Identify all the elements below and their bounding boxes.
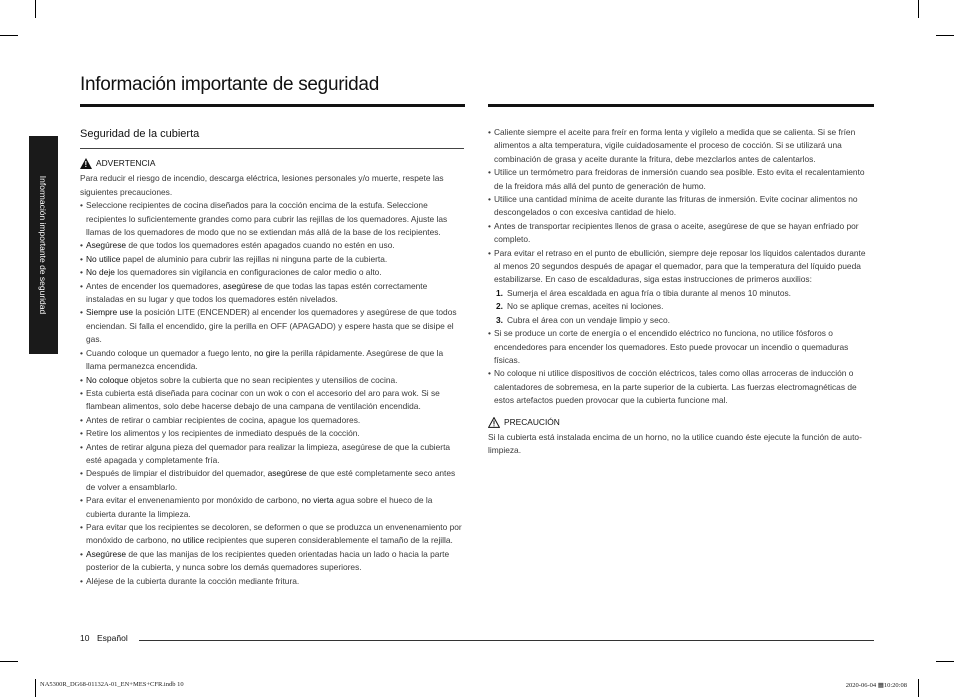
list-item — [80, 374, 464, 387]
warning-intro: Para reducir el riesgo de incendio, descarga eléctrica, lesiones personales y/o muerte, respete las siguientes precauciones. — [80, 173, 444, 197]
emphasis-text: no vierta — [301, 495, 334, 506]
item-text: agua sobre el hueco de la cubierta durante la limpieza. — [86, 495, 433, 519]
list-item — [80, 427, 464, 440]
item-text: Aléjese de la cubierta durante la cocción mediante fritura. — [86, 575, 300, 586]
side-tab-label: Información importante de seguridad — [38, 175, 48, 315]
page-language: Español — [97, 633, 128, 643]
crop-mark — [936, 35, 954, 36]
list-item — [80, 441, 464, 468]
list-item: • Antes de transportar recipientes llenos de grasa o aceite, asegúrese de que se hayan enfriado por completo. — [488, 220, 874, 247]
emphasis-text: No coloque — [86, 374, 129, 385]
title-rule-left — [80, 104, 465, 107]
item-text: papel de aluminio para cubrir las rejillas ni ninguna parte de la cubierta. — [120, 253, 388, 264]
crop-mark — [918, 679, 919, 697]
first-aid-step — [496, 287, 874, 300]
title-rule-right — [488, 104, 874, 107]
step-number: 3. — [496, 314, 503, 325]
list-item — [80, 199, 464, 239]
list-item — [80, 575, 464, 588]
footer-rule — [139, 640, 874, 641]
item-text: de que esté completamente seco antes de volver a ensamblarlo. — [86, 468, 456, 492]
warning-icon: ! — [80, 158, 92, 169]
warning-alert — [80, 157, 464, 170]
emphasis-text: No deje — [86, 267, 115, 278]
list-item — [80, 414, 464, 427]
item-text: Seleccione recipientes de cocina diseñados para la cocción encima de la estufa. Seleccione recipientes lo suficientemente grandes como para cubrir las rejillas de los quemadores. Ajuste las llamas de los quemadores de modo que no se extiendan más allá de la base de los recipientes. — [86, 200, 448, 238]
item-text: Después de limpiar el distribuidor del quemador, — [86, 468, 268, 479]
item-text: Para evitar que los recipientes se decoloren, se deformen o que se produzca un envenenamiento por monóxido de carbono, — [86, 521, 462, 546]
item-text: Esta cubierta está diseñada para cocinar con un wok o con el accesorio del aro para wok. Si se flambean alimentos, solo debe hacerse debajo de una campana de ventilación encendida. — [86, 387, 440, 412]
caution-alert — [488, 416, 874, 429]
page-number: 10 — [80, 633, 90, 643]
list-item — [80, 347, 464, 374]
emphasis-text: asegúrese — [222, 280, 263, 291]
emphasis-text: Siempre use — [86, 307, 134, 318]
emphasis-text: No utilice — [86, 253, 121, 264]
item-text: Para evitar el envenenamiento por monóxido de carbono, — [86, 495, 302, 506]
list-item: • No coloque ni utilice dispositivos de cocción eléctricos, tales como ollas arroceras de inducción o calentadores de sobremesa, en la parte superior de la cubierta. Las fuerzas electromagnéticas de estos artefactos pueden provocar que la cubierta funcione mal. — [488, 367, 874, 407]
list-item: • Si se produce un corte de energía o el encendido eléctrico no funciona, no utilice fósforos o encendedores para encender los quemadores. Esto puede provocar un incendio o quemaduras físicas. — [488, 327, 874, 367]
list-item — [80, 548, 464, 575]
first-aid-steps — [496, 287, 874, 327]
crop-mark — [918, 0, 919, 18]
item-text: la perilla rápidamente. Asegúrese de que la llama permanezca encendida. — [86, 347, 444, 372]
safety-list — [488, 327, 874, 407]
crop-mark — [35, 0, 36, 18]
item-text: recipientes que superen considerablemente el tamaño de la rejilla. — [204, 535, 453, 546]
first-aid-step — [496, 314, 874, 327]
item-text: Retire los alimentos y los recipientes de inmediato después de la cocción. — [86, 428, 360, 439]
warning-label: ADVERTENCIA — [96, 158, 156, 168]
item-text: de que todos los quemadores estén apagados cuando no estén en uso. — [126, 240, 395, 251]
list-item — [80, 306, 464, 346]
list-item — [80, 266, 464, 279]
list-item — [80, 239, 464, 252]
emphasis-text: Asegúrese — [86, 240, 127, 251]
crop-mark — [0, 661, 18, 662]
crop-mark — [936, 661, 954, 662]
item-text: objetos sobre la cubierta que no sean recipientes y utensilios de cocina. — [128, 374, 398, 385]
item-text: Antes de encender los quemadores, — [86, 280, 223, 291]
item-text: los quemadores sin vigilancia en configuraciones de calor medio o alto. — [114, 267, 382, 278]
step-text: Sumerja el área escaldada en agua fría o tibia durante al menos 10 minutos. — [507, 287, 791, 298]
print-slug-date: 2020-06-04 ▦10:20:08 — [845, 682, 907, 689]
list-item — [80, 253, 464, 266]
emphasis-text: Asegúrese — [86, 548, 127, 559]
step-text: Cubra el área con un vendaje limpio y seco. — [507, 314, 670, 325]
caution-label: PRECAUCIÓN — [504, 416, 560, 427]
step-number: 2. — [496, 301, 503, 312]
crop-mark — [35, 679, 36, 697]
safety-list — [488, 126, 874, 287]
first-aid-step — [496, 300, 874, 313]
item-text: Antes de retirar o cambiar recipientes de cocina, apague los quemadores. — [86, 414, 361, 425]
print-slug-file: NA5300R_DG68-01132A-01_EN+MES+CFR.indb 10 — [40, 681, 184, 688]
emphasis-text: asegúrese — [267, 468, 307, 479]
caution-icon — [488, 417, 500, 428]
emphasis-text: no gire — [254, 347, 280, 358]
safety-list — [80, 199, 464, 588]
list-item: • Caliente siempre el aceite para freír en forma lenta y vigílelo a medida que se calienta. Si se fríen alimentos a alta temperatura, vigile cuidadosamente el proceso de cocción. Si se utilizará una combinación de grasa y aceite durante la fritura, debe mezclarlos antes de calentarlos. — [488, 126, 874, 166]
item-text: de que todas las tapas estén correctamente instaladas en su lugar y que todos los quemadores estén nivelados. — [86, 280, 428, 305]
list-item — [80, 467, 464, 494]
left-column — [80, 126, 464, 588]
list-item — [80, 387, 464, 414]
list-item: • Utilice una cantidad mínima de aceite durante las frituras de inmersión. Evite cocinar alimentos no descongelados o con excesiva cantidad de hielo. — [488, 193, 874, 220]
list-item: • Para evitar el retraso en el punto de ebullición, siempre deje reposar los líquidos calentados durante al menos 20 segundos después de apagar el quemador, para que la temperatura del líquido pueda estabilizarse. En caso de escaldaduras, siga estas instrucciones de primeros auxilios: — [488, 247, 874, 287]
item-text: Antes de retirar alguna pieza del quemador para realizar la limpieza, asegúrese de que la cubierta esté apagada y completamente fría. — [86, 441, 451, 465]
crop-mark — [0, 35, 18, 36]
item-text: la posición LITE (ENCENDER) al encender los quemadores y asegúrese de que todos enciendan. Si falla el encendido, gire la perilla en OFF (APAGADO) y espere hasta que se disipe el gas. — [86, 307, 457, 345]
item-text: Cuando coloque un quemador a fuego lento, — [86, 347, 255, 358]
list-item — [80, 280, 464, 307]
item-text: de que las manijas de los recipientes queden orientadas hacia un lado o hacia la parte posterior de la cubierta, y nunca sobre los demás quemadores superiores. — [86, 548, 450, 573]
step-number: 1. — [496, 287, 503, 298]
caution-text: Si la cubierta está instalada encima de un horno, no la utilice cuando éste ejecute la función de auto-limpieza. — [488, 431, 862, 456]
right-column — [488, 126, 874, 458]
page-title: Información importante de seguridad — [80, 74, 379, 95]
list-item — [80, 521, 464, 548]
section-heading: Seguridad de la cubierta — [80, 128, 200, 140]
list-item: • Utilice un termómetro para freidoras de inmersión cuando sea posible. Esto evita el recalentamiento de la freidora más allá del punto de generación de humo. — [488, 166, 874, 193]
list-item — [80, 494, 464, 521]
section-rule — [80, 148, 464, 149]
step-text: No se aplique cremas, aceites ni lociones. — [507, 301, 664, 312]
emphasis-text: no utilice — [171, 535, 205, 546]
